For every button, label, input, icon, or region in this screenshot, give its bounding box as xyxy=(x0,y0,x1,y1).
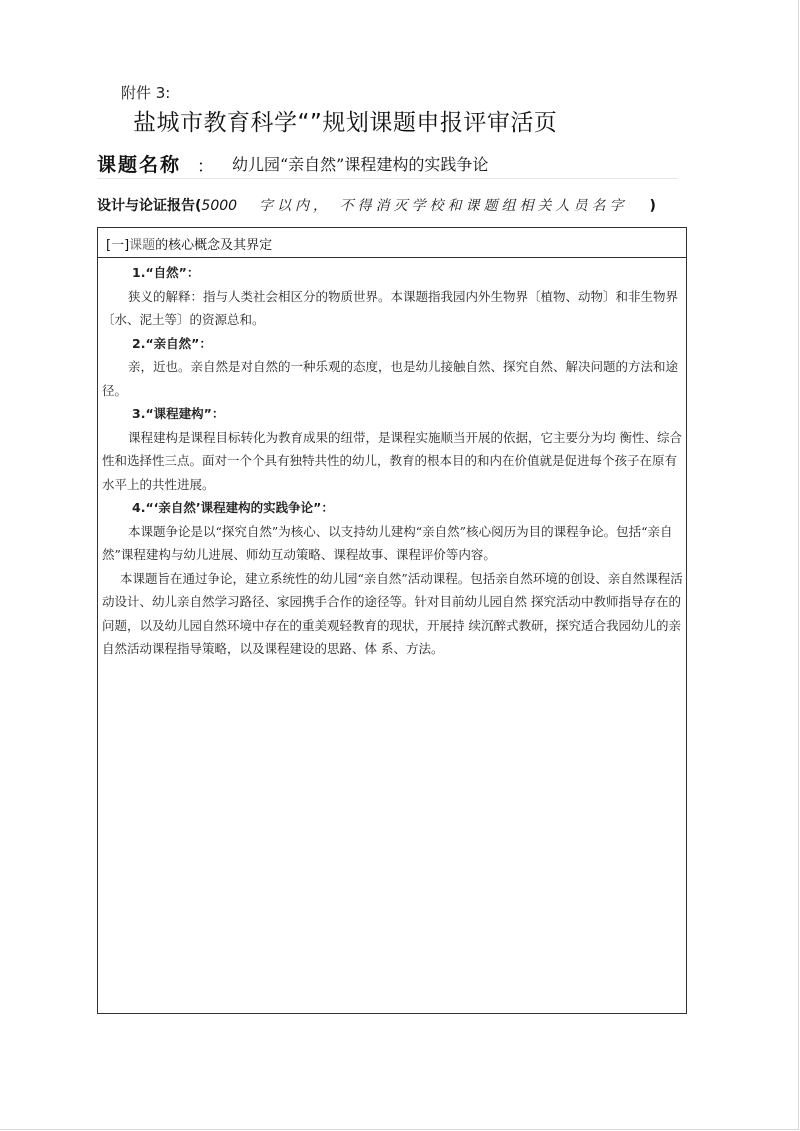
section-title: 的核心概念及其界定 xyxy=(155,238,273,253)
attachment-label: 附件 3: xyxy=(121,84,171,102)
report-heading xyxy=(97,195,656,215)
item-heading: 4.“‘亲自然’课程建构的实践争论”： xyxy=(132,500,334,515)
report-box xyxy=(97,227,687,1014)
report-close: ) xyxy=(649,198,656,214)
section-content xyxy=(102,261,684,661)
topic-colon: ： xyxy=(197,157,214,177)
section-prefix: [一] xyxy=(106,238,130,253)
report-label: 设计与论证报告( xyxy=(97,198,202,214)
report-note: 字以内， 不得消灭学校和课题组相关人员名字 xyxy=(259,198,628,214)
topic-label: 课题名称 xyxy=(97,154,182,176)
item-body: 本课题争论是以“探究自然”为核心、以支持幼儿建构“亲自然”核心阅历为目的课程争论。包括“亲自然”课程建构与幼儿进展、师幼互动策略、课程故事、课程评价等内容。 xyxy=(102,523,673,562)
document-title: 盐城市教育科学“”规划课题申报评审活页 xyxy=(133,110,558,136)
topic-row xyxy=(97,150,677,179)
topic-value: 幼儿园“亲自然”课程建构的实践争论 xyxy=(232,155,489,174)
report-word-count: 5000 xyxy=(201,198,238,214)
item-body: 狭义的解释：指与人类社会相区分的物质世界。本课题指我园内外生物界〔植物、动物〕和非生物界〔水、泥土等〕的资源总和。 xyxy=(102,288,679,327)
closing-paragraph: 本课题旨在通过争论，建立系统性的幼儿园“亲自然”活动课程。包括亲自然环境的创设、亲自然课程活动设计、幼儿亲自然学习路径、家园携手合作的途径等。针对目前幼儿园自然 探究活动中教师指导存在的问题，以及幼儿园自然环境中存在的重美观轻教育的现状，开展持 续沉醉式教研，探究适合我园幼儿的亲自然活动课程指导策略，以及课程建设的思路、体 系、方法。 xyxy=(102,570,683,656)
section-header xyxy=(98,228,686,258)
item-body: 亲，近也。亲自然是对自然的一种乐观的态度，也是幼儿接触自然、探究自然、解决问题的方法和途径。 xyxy=(102,359,679,398)
item-heading: 2.“亲自然”： xyxy=(132,335,212,351)
item-heading: 1.“自然”： xyxy=(132,265,200,280)
item-heading: 3.“课程建构”： xyxy=(132,406,225,421)
item-body: 课程建构是课程目标转化为教育成果的纽带，是课程实施顺当开展的依据，它主要分为均 衡性、综合性和选择性三点。面对一个个具有独特共性的幼儿，教育的根本目的和内在价值就是促进每个孩子在原有水平上的共性进展。 xyxy=(102,429,682,492)
section-light: 课题 xyxy=(129,238,156,253)
